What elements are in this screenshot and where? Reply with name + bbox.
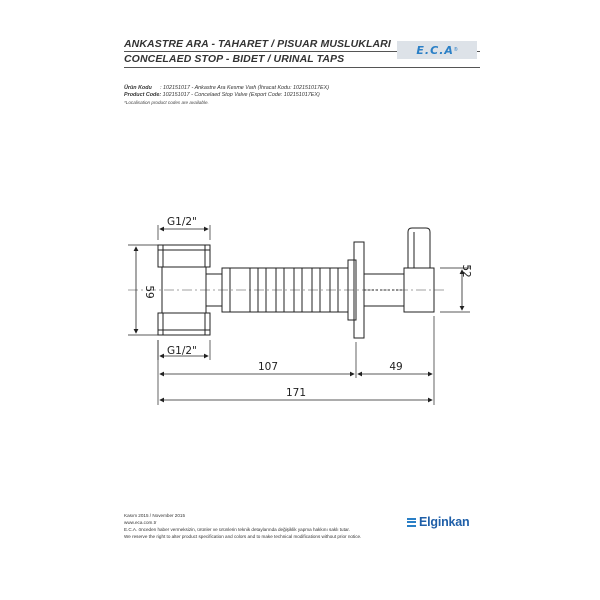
title-english: CONCELAED STOP - BIDET / URINAL TAPS	[124, 53, 345, 65]
title-turkish: ANKASTRE ARA - TAHARET / PISUAR MUSLUKLARI	[124, 38, 391, 50]
meta-note: *Localisation product codes are available.	[124, 100, 209, 105]
logo-registered-mark: ®	[453, 47, 458, 53]
label-height-left: 59	[143, 285, 155, 299]
footer-disclaimer-tr: E.C.A. önceden haber vermeksizin, ürünler ve ürünlerin teknik detaylarında değişiklik yapma hakkını saklı tutar.	[124, 527, 350, 532]
bottom-nut	[158, 313, 210, 335]
label-thread-top: G1/2"	[167, 216, 197, 228]
meta-key-en: Product Code:	[124, 92, 162, 98]
meta-value-en: 102151017 - Concelaed Stop Valve (Export Code: 102151017EX)	[161, 92, 320, 98]
footer-disclaimer-en: We reserve the right to alter product specification and colors and to make technical modifications without prior notice.	[124, 534, 362, 539]
footer-website-link[interactable]: www.eca.com.tr	[124, 520, 157, 525]
logo-text: E.C.A	[416, 43, 454, 57]
footer-date: Kasım 2015 / November 2015	[124, 513, 186, 518]
label-body: 107	[257, 361, 279, 373]
label-thread-bottom: G1/2"	[167, 345, 197, 357]
brand-name: Elginkan	[419, 515, 470, 529]
label-total: 171	[285, 387, 307, 399]
label-outlet: 49	[389, 361, 403, 373]
meta-key-tr: Ürün Kodu	[124, 85, 152, 91]
lever-arm	[408, 228, 430, 268]
elginkan-logo	[407, 515, 470, 529]
meta-value-tr: : 102151017 - Ankastre Ara Kesme Vaıfı (İhracat Kodu: 102151017EX)	[160, 85, 330, 91]
top-nut	[158, 245, 210, 267]
elginkan-mark-icon	[407, 518, 416, 527]
label-height-right: 52	[460, 264, 472, 278]
